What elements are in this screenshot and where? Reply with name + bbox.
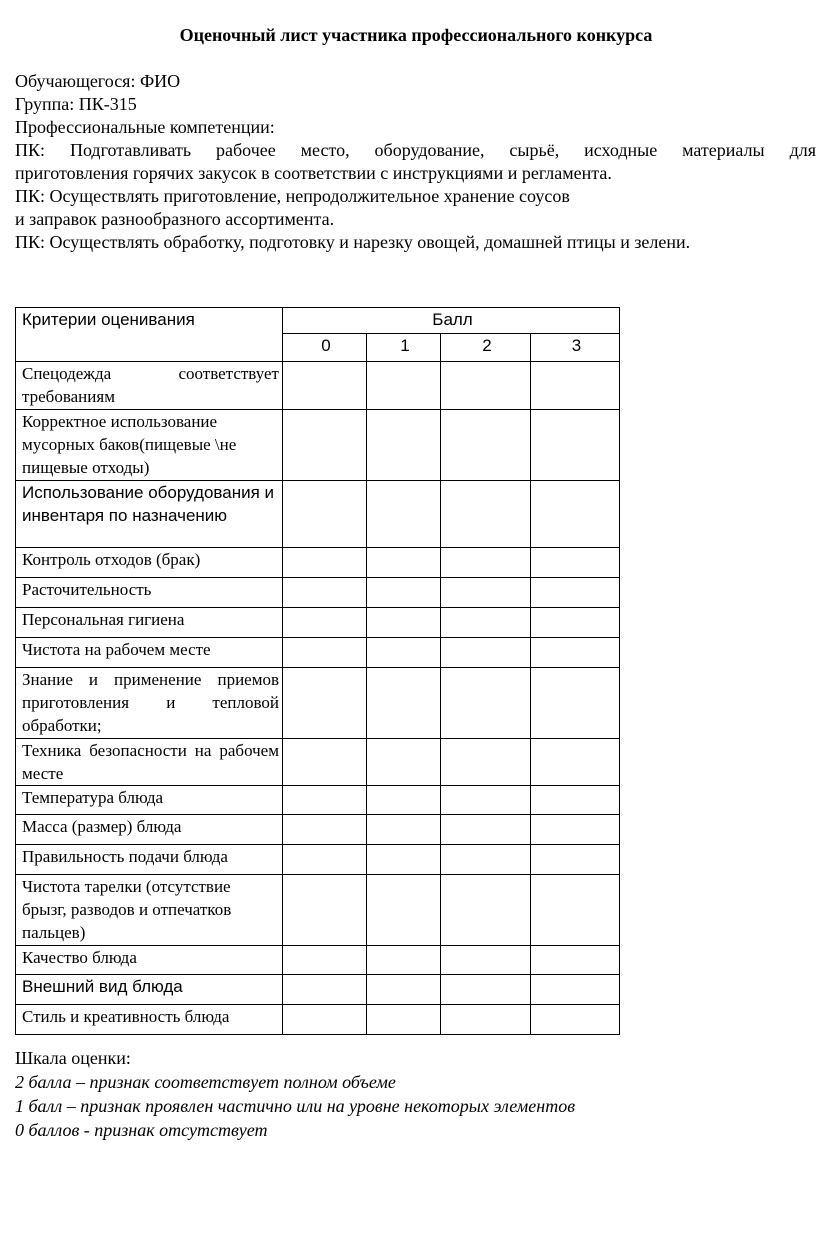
score-cell[interactable]	[367, 975, 441, 1005]
score-cell[interactable]	[367, 548, 441, 578]
table-row	[16, 608, 620, 638]
score-cell[interactable]	[531, 975, 620, 1005]
score-cell[interactable]	[531, 875, 620, 946]
score-cell[interactable]	[441, 410, 531, 481]
table-row	[16, 739, 620, 786]
scale-item-0: 0 баллов - признак отсутствует	[15, 1120, 268, 1140]
score-cell[interactable]	[367, 946, 441, 975]
criterion-cell: Чистота тарелки (отсутствие брызг, разводов и отпечатков пальцев)	[16, 875, 283, 946]
score-cell[interactable]	[531, 1005, 620, 1035]
score-col-1: 1	[367, 334, 441, 362]
score-cell[interactable]	[531, 739, 620, 786]
score-cell[interactable]	[531, 410, 620, 481]
score-cell[interactable]	[367, 410, 441, 481]
score-cell[interactable]	[283, 875, 367, 946]
table-row	[16, 975, 620, 1005]
student-line: Обучающегося: ФИО	[15, 71, 181, 91]
score-cell[interactable]	[367, 875, 441, 946]
score-cell[interactable]	[283, 946, 367, 975]
group-line: Группа: ПК-315	[15, 94, 137, 114]
score-cell[interactable]	[283, 739, 367, 786]
score-cell[interactable]	[367, 481, 441, 548]
pk1-line2: приготовления горячих закусок в соответствии с инструкциями и регламента.	[15, 163, 612, 183]
score-cell[interactable]	[531, 638, 620, 668]
score-col-3: 3	[531, 334, 620, 362]
score-cell[interactable]	[283, 975, 367, 1005]
score-cell[interactable]	[283, 668, 367, 739]
table-header-row	[16, 308, 620, 334]
score-cell[interactable]	[367, 578, 441, 608]
pk1-line1: ПК: Подготавливать рабочее место, оборудование, сырьё, исходные материалы для	[15, 140, 816, 160]
table-row	[16, 410, 620, 481]
criterion-cell: Персональная гигиена	[16, 608, 283, 638]
score-cell[interactable]	[283, 548, 367, 578]
score-cell[interactable]	[367, 845, 441, 875]
criterion-cell: Использование оборудования и инвентаря по назначению	[16, 481, 283, 548]
score-cell[interactable]	[367, 815, 441, 845]
criterion-cell: Масса (размер) блюда	[16, 815, 283, 845]
score-cell[interactable]	[441, 668, 531, 739]
criterion-cell: Спецодежда соответствует требованиям	[16, 362, 283, 410]
score-cell[interactable]	[531, 815, 620, 845]
competences-label: Профессиональные компетенции:	[15, 117, 275, 137]
criteria-header: Критерии оценивания	[16, 308, 283, 362]
criterion-cell: Техника безопасности на рабочем месте	[16, 739, 283, 786]
criterion-cell: Правильность подачи блюда	[16, 845, 283, 875]
score-cell[interactable]	[283, 481, 367, 548]
score-cell[interactable]	[441, 845, 531, 875]
intro-block	[15, 70, 816, 254]
table-row	[16, 815, 620, 845]
score-cell[interactable]	[283, 410, 367, 481]
score-cell[interactable]	[367, 638, 441, 668]
pk2-line2: и заправок разнообразного ассортимента.	[15, 209, 335, 229]
score-cell[interactable]	[531, 578, 620, 608]
table-row	[16, 786, 620, 815]
pk2-line1: ПК: Осуществлять приготовление, непродолжительное хранение соусов	[15, 186, 570, 206]
table-row	[16, 875, 620, 946]
criterion-cell: Корректное использование мусорных баков(пищевые \не пищевые отходы)	[16, 410, 283, 481]
score-col-0: 0	[283, 334, 367, 362]
score-cell[interactable]	[367, 608, 441, 638]
criterion-cell: Температура блюда	[16, 786, 283, 815]
score-cell[interactable]	[367, 739, 441, 786]
table-row	[16, 638, 620, 668]
pk3-line: ПК: Осуществлять обработку, подготовку и нарезку овощей, домашней птицы и зелени.	[15, 232, 691, 252]
table-row	[16, 362, 620, 410]
criterion-cell: Стиль и креативность блюда	[16, 1005, 283, 1035]
score-cell[interactable]	[441, 786, 531, 815]
criterion-cell: Качество блюда	[16, 946, 283, 975]
criterion-cell: Знание и применение приемов приготовления и тепловой обработки;	[16, 668, 283, 739]
score-cell[interactable]	[531, 548, 620, 578]
score-cell[interactable]	[531, 668, 620, 739]
score-cell[interactable]	[441, 815, 531, 845]
score-cell[interactable]	[531, 845, 620, 875]
score-cell[interactable]	[531, 362, 620, 410]
score-cell[interactable]	[283, 608, 367, 638]
table-row	[16, 1005, 620, 1035]
score-cell[interactable]	[531, 481, 620, 548]
criterion-cell: Внешний вид блюда	[16, 975, 283, 1005]
score-cell[interactable]	[367, 1005, 441, 1035]
score-cell[interactable]	[441, 975, 531, 1005]
score-cell[interactable]	[367, 362, 441, 410]
score-cell[interactable]	[531, 946, 620, 975]
score-cell[interactable]	[441, 638, 531, 668]
score-cell[interactable]	[531, 786, 620, 815]
grading-scale	[15, 1046, 795, 1142]
score-cell[interactable]	[283, 362, 367, 410]
score-cell[interactable]	[283, 815, 367, 845]
score-cell[interactable]	[367, 668, 441, 739]
score-cell[interactable]	[441, 875, 531, 946]
table-row	[16, 481, 620, 548]
score-cell[interactable]	[283, 845, 367, 875]
score-cell[interactable]	[283, 1005, 367, 1035]
table-row	[16, 578, 620, 608]
score-cell[interactable]	[367, 786, 441, 815]
score-cell[interactable]	[441, 946, 531, 975]
scale-item-2: 2 балла – признак соответствует полном объеме	[15, 1072, 396, 1092]
score-col-2: 2	[441, 334, 531, 362]
score-cell[interactable]	[531, 608, 620, 638]
score-cell[interactable]	[441, 608, 531, 638]
document-title: Оценочный лист участника профессионального конкурса	[179, 25, 653, 45]
score-cell[interactable]	[441, 481, 531, 548]
table-row	[16, 668, 620, 739]
scale-label: Шкала оценки:	[15, 1048, 131, 1068]
scale-item-1: 1 балл – признак проявлен частично или на уровне некоторых элементов	[15, 1096, 576, 1116]
score-cell[interactable]	[283, 786, 367, 815]
score-cell[interactable]	[283, 638, 367, 668]
score-cell[interactable]	[441, 362, 531, 410]
criterion-cell: Контроль отходов (брак)	[16, 548, 283, 578]
criterion-cell: Расточительность	[16, 578, 283, 608]
table-row	[16, 845, 620, 875]
score-header: Балл	[283, 308, 620, 334]
criterion-cell: Чистота на рабочем месте	[16, 638, 283, 668]
score-cell[interactable]	[441, 1005, 531, 1035]
table-row	[16, 548, 620, 578]
score-cell[interactable]	[441, 548, 531, 578]
score-cell[interactable]	[441, 578, 531, 608]
evaluation-table	[15, 307, 620, 1035]
table-row	[16, 946, 620, 975]
score-cell[interactable]	[441, 739, 531, 786]
score-cell[interactable]	[283, 578, 367, 608]
